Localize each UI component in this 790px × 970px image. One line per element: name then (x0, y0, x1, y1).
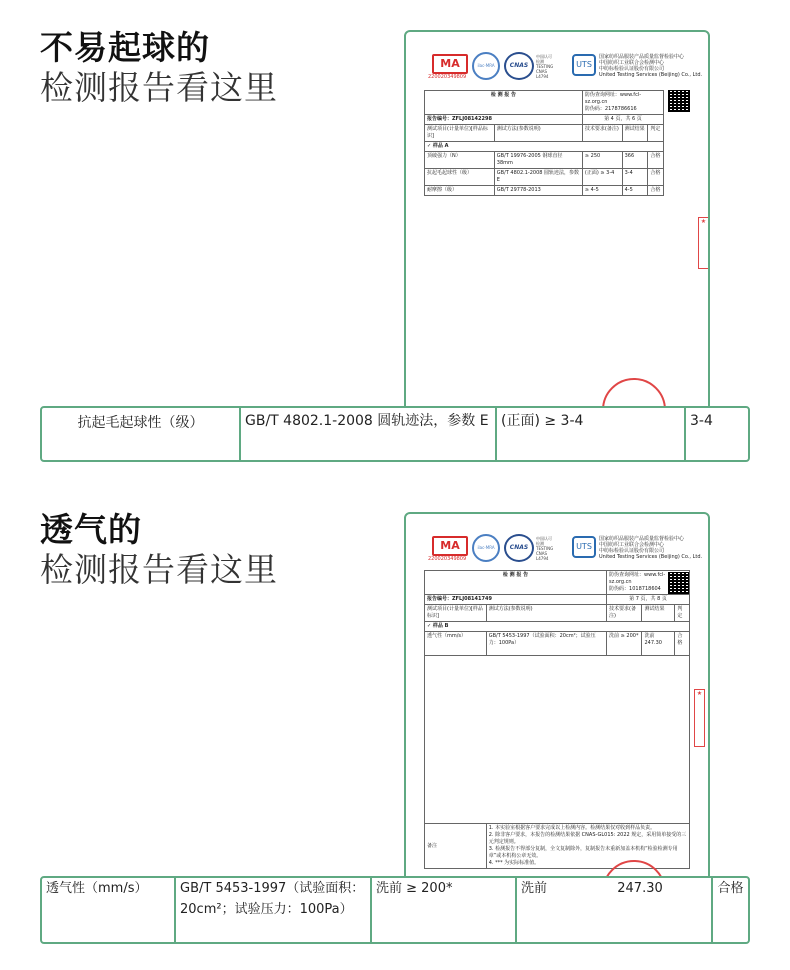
bar1-item: 抗起毛起球性（级） (42, 408, 241, 460)
ilac-logo: ilac-MRA (472, 534, 500, 562)
bar2-item: 透气性（mm/s） (42, 878, 176, 942)
seam-stamp: ★ (698, 217, 709, 269)
highlight-row-2 (40, 876, 750, 944)
bar1-result: 3-4 (690, 413, 713, 429)
section2-subtitle: 检测报告看这里 (40, 550, 278, 589)
bar1-method: GB/T 4802.1-2008 圆轨迹法，参数 E (241, 408, 497, 460)
ilac-logo: ilac-MRA (472, 52, 500, 80)
bar2-requirement: 洗前 ≥ 200* (372, 878, 517, 942)
cma-number: 220020349809 (428, 74, 467, 80)
bar2-result: 洗前 247.30 (517, 878, 713, 942)
cma-number: 220020349809 (428, 556, 467, 562)
cma-logo: MA (432, 536, 468, 556)
bar2-method: GB/T 5453-1997（试验面积： 20cm²；试验压力：100Pa） (176, 878, 372, 942)
report-header (424, 532, 703, 566)
section1-subtitle: 检测报告看这里 (40, 68, 278, 107)
bar1-requirement: (正面) ≥ 3-4 (497, 408, 686, 460)
lab-name: 国家纺织品服装产品质量监督检验中心 中国纺织工业联合会检测中心 中纺标检验认证股份有限公司 United Testing Services (Beijing) Co., Ltd. (599, 536, 703, 560)
lab-name: 国家纺织品服装产品质量监督检验中心 中国纺织工业联合会检测中心 中纺标检验认证股份有限公司 United Testing Services (Beijing) Co., Ltd. (599, 54, 703, 78)
section1-title: 不易起球的 (40, 28, 210, 67)
bar2-verdict: 合格 (717, 881, 744, 896)
uts-logo: UTS (572, 536, 596, 558)
report-image-1 (404, 30, 710, 420)
highlight-row-1 (40, 406, 750, 462)
report-table: 检 测 报 告 防伪查询网址：www.fcl-sz.org.cn 防伪码：2178786616 报告编号：ZFLJ08142298 第 4 页，共 6 页 测试项目(计量单位)[样品标识] 测试方法(参数说明) 技术要求(备注) 测试结果 判定 ✓ 样品 A 顶破强力（N） GB/T 19976-2005 钢球直径 38mm ≥ 250 366 合格 抗起毛起球性（级） GB/T 4802.1-2008 圆轨迹法，参数 E (正面) ≥ 3-4 3-4 合格 耐摩擦（级） GB/T 29778-2013 ≥ 4-5 4-5 合格 (424, 90, 664, 196)
section2-heading (40, 510, 278, 590)
report-image-2 (404, 512, 710, 888)
qr-code (668, 90, 690, 112)
section2-title: 透气的 (40, 510, 142, 549)
cma-logo: MA (432, 54, 468, 74)
cnas-logo: CNAS (504, 534, 534, 562)
report-header (424, 50, 703, 84)
cnas-subtext: 中国认可 检测 TESTING CNAS L4794 (536, 54, 554, 79)
section1-heading (40, 28, 278, 108)
cnas-logo: CNAS (504, 52, 534, 80)
report-table: 检 测 报 告 防伪查询网址：www.fcl-sz.org.cn 防伪码：1018718604 报告编号：ZFLJ08141749 第 7 页，共 8 页 测试项目(计量单位)[样品标识] 测试方法(参数说明) 技术要求(备注) 测试结果 判定 ✓ 样品 B 透气性（mm/s） GB/T 5453-1997（试验面积：20cm²；试验压力：100Pa） 洗前 ≥ 200* 洗前 247.30 合格 备注 1. 本实验室根据客户要求完成以上检测内容。检测结果仅对收到样品负责。 2. 除非客户要求，本报告的检测结果依据 CNAS-GL015: 2022 规定，采用简单接受的三元判定规则。 3. 检测报告不得部分复制，全文复制除外，复制报告未重新加盖本机构“检验检测专用章”或本机构公章无效。 4. *** 为实际标准值。 (424, 570, 690, 869)
seam-stamp: ★ (694, 689, 705, 747)
cnas-subtext: 中国认可 检测 TESTING CNAS L4794 (536, 536, 554, 561)
uts-logo: UTS (572, 54, 596, 76)
